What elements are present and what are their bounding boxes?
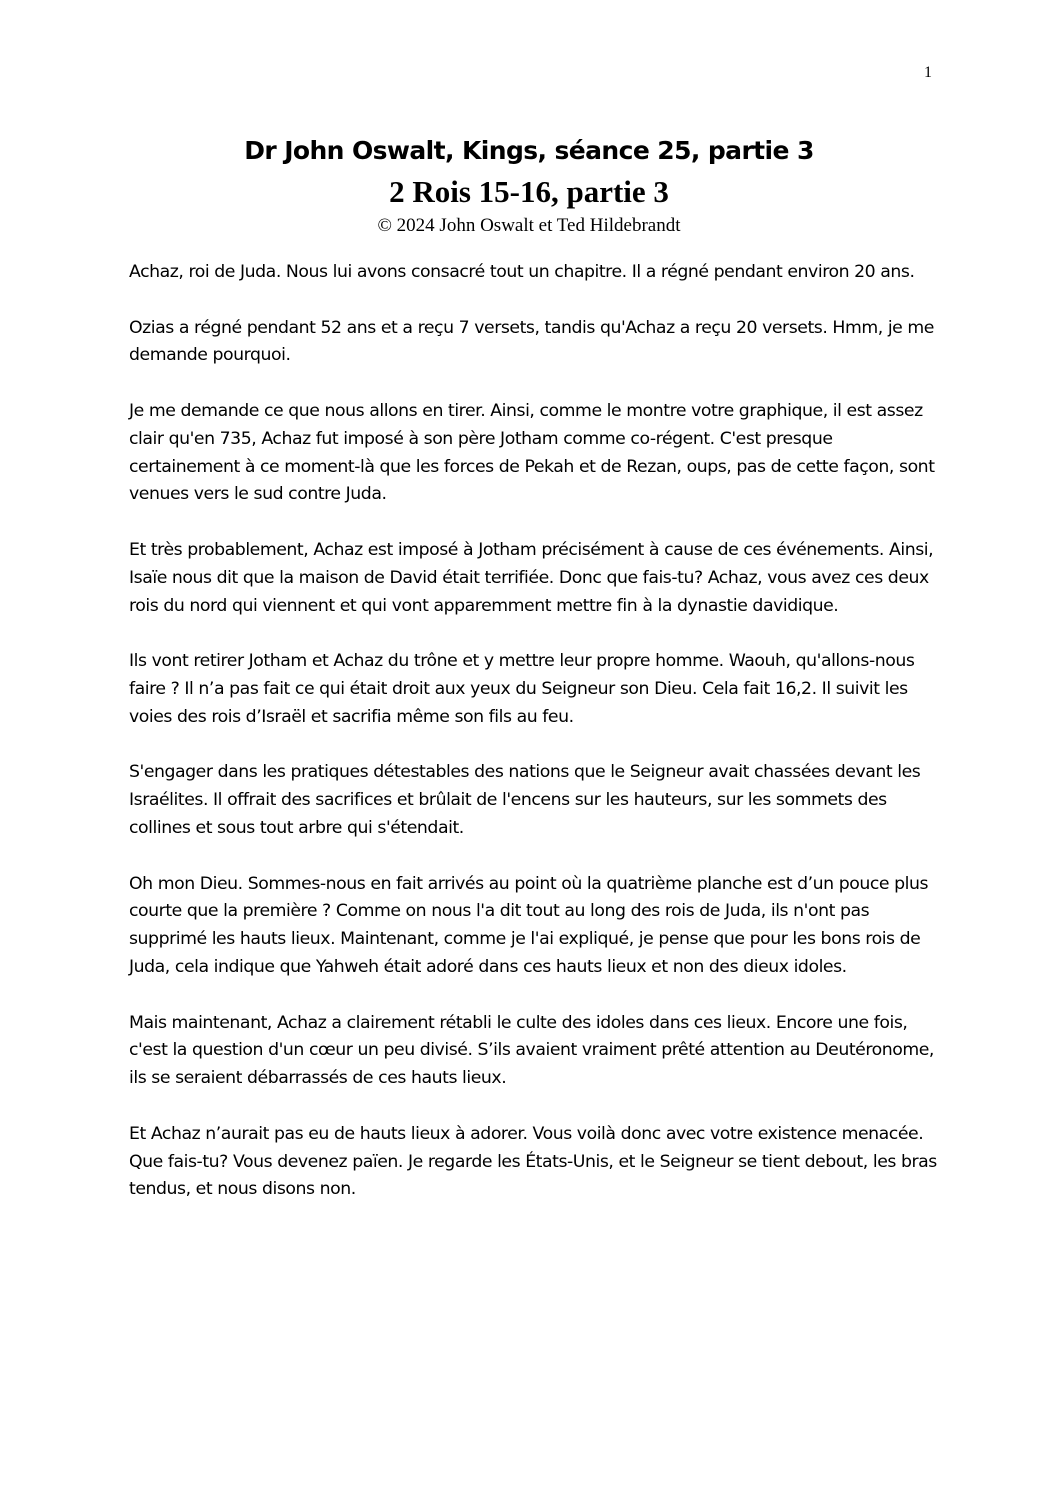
paragraph: Je me demande ce que nous allons en tirer. Ainsi, comme le montre votre graphique, il est assez clair qu'en 735, Achaz fut imposé à son père Jotham comme co-régent. C'est presque certainement à ce moment-là que les forces de Pekah et de Rezan, oups, pas de cette façon, sont venues vers le sud contre Juda.	[129, 400, 935, 505]
paragraph: Ils vont retirer Jotham et Achaz du trône et y mettre leur propre homme. Waouh, qu'allons-nous faire ? Il n’a pas fait ce qui était droit aux yeux du Seigneur son Dieu. Cela fait 16,2. Il suivit les voies des rois d’Israël et sacrifia même son fils au feu.	[129, 651, 915, 727]
paragraph: Ozias a régné pendant 52 ans et a reçu 7 versets, tandis qu'Achaz a reçu 20 versets. Hmm, je me demande pourquoi.	[129, 317, 934, 366]
page-number: 1	[924, 64, 932, 81]
copyright-notice: © 2024 John Oswalt et Ted Hildebrandt	[377, 215, 681, 236]
paragraph: Mais maintenant, Achaz a clairement rétabli le culte des idoles dans ces lieux. Encore une fois, c'est la question d'un cœur un peu divisé. S’ils avaient vraiment prêté attention au Deutéronome, ils se seraient débarrassés de ces hauts lieux.	[129, 1012, 934, 1089]
document-body	[129, 259, 939, 1232]
paragraph: Achaz, roi de Juda. Nous lui avons consacré tout un chapitre. Il a régné pendant environ 20 ans.	[129, 262, 915, 282]
document-subtitle: 2 Rois 15-16, partie 3	[389, 174, 669, 209]
paragraph: S'engager dans les pratiques détestables des nations que le Seigneur avait chassées devant les Israélites. Il offrait des sacrifices et brûlait de l'encens sur les hauteurs, sur les sommets des collines et sous tout arbre qui s'étendait.	[129, 762, 921, 838]
document-title: Dr John Oswalt, Kings, séance 25, partie 3	[244, 136, 814, 165]
paragraph: Oh mon Dieu. Sommes-nous en fait arrivés au point où la quatrième planche est d’un pouce plus courte que la première ? Comme on nous l'a dit tout au long des rois de Juda, ils n'ont pas supprimé les hauts lieux. Maintenant, comme je l'ai expliqué, je pense que pour les bons rois de Juda, cela indique que Yahweh était adoré dans ces hauts lieux et non des dieux idoles.	[129, 873, 929, 977]
paragraph: Et très probablement, Achaz est imposé à Jotham précisément à cause de ces événements. Ainsi, Isaïe nous dit que la maison de David était terrifiée. Donc que fais-tu? Achaz, vous avez ces deux rois du nord qui viennent et qui vont apparemment mettre fin à la dynastie davidique.	[129, 539, 934, 616]
paragraph: Et Achaz n’aurait pas eu de hauts lieux à adorer. Vous voilà donc avec votre existence menacée. Que fais-tu? Vous devenez païen. Je regarde les États-Unis, et le Seigneur se tient debout, les bras tendus, et nous disons non.	[129, 1123, 937, 1200]
